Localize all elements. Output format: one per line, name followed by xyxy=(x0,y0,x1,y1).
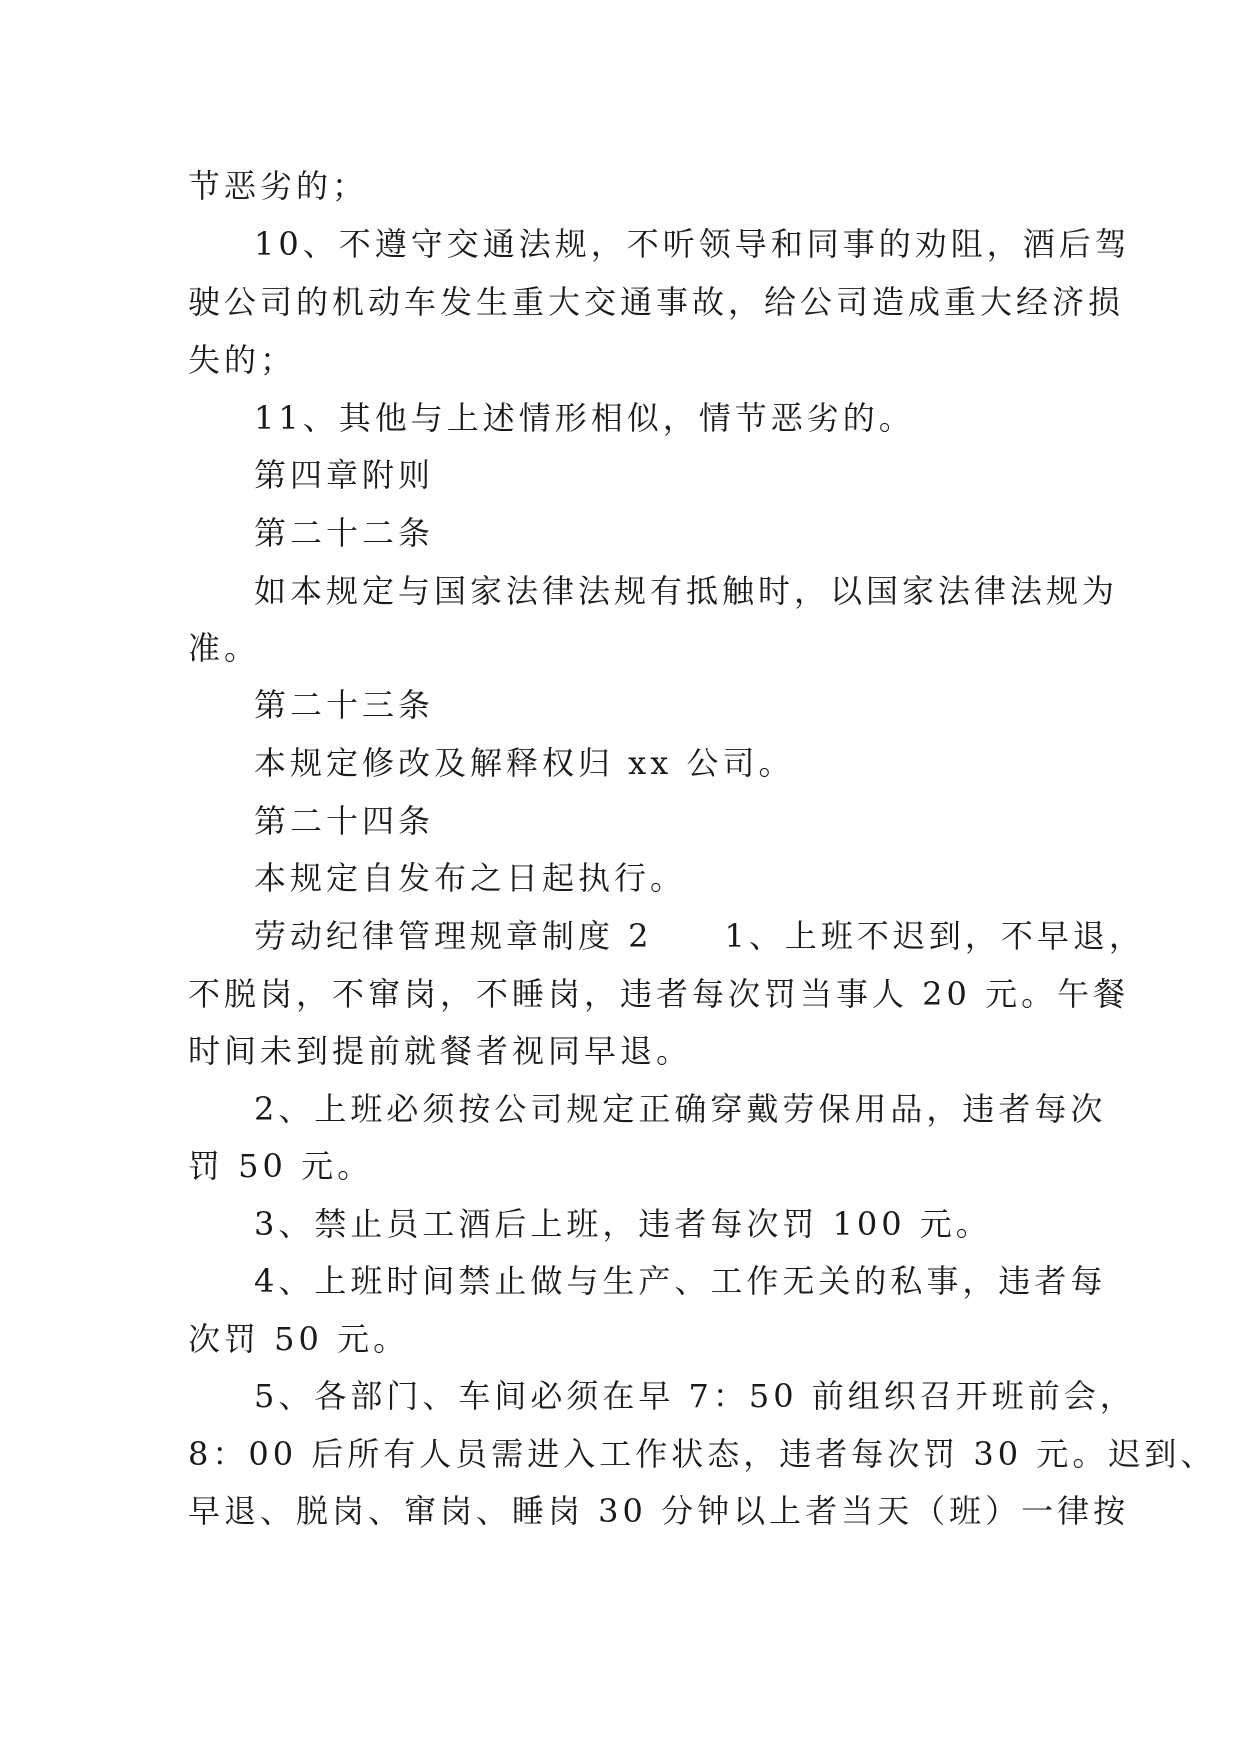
text-line-8: 如本规定与国家法律法规有抵触时，以国家法律法规为 xyxy=(254,572,1119,610)
text-line-20: 4、上班时间禁止做与生产、工作无关的私事，违者每 xyxy=(254,1262,1107,1300)
text-line-18: 罚 50 元。 xyxy=(188,1147,374,1185)
text-line-16: 时间未到提前就餐者视同早退。 xyxy=(188,1032,693,1070)
text-line-5: 11、其他与上述情形相似，情节恶劣的。 xyxy=(254,399,915,437)
text-line-9: 准。 xyxy=(188,629,261,667)
chapter-heading: 第四章附则 xyxy=(254,456,435,494)
text-line-24: 早退、脱岗、窜岗、睡岗 30 分钟以上者当天（班）一律按 xyxy=(188,1492,1130,1530)
text-line-1: 节恶劣的； xyxy=(188,167,369,205)
article-heading-22: 第二十二条 xyxy=(254,514,435,552)
text-line-4: 失的； xyxy=(188,341,297,379)
text-line-11: 本规定修改及解释权归 xx 公司。 xyxy=(254,744,795,782)
article-heading-23: 第二十三条 xyxy=(254,686,435,724)
text-line-15: 不脱岗，不窜岗，不睡岗，违者每次罚当事人 20 元。午餐 xyxy=(188,975,1130,1013)
text-line-22: 5、各部门、车间必须在早 7：50 前组织召开班前会， xyxy=(254,1377,1136,1415)
text-line-2: 10、不遵守交通法规，不听领导和同事的劝阻，酒后驾 xyxy=(254,225,1131,263)
text-line-17: 2、上班必须按公司规定正确穿戴劳保用品，违者每次 xyxy=(254,1090,1107,1128)
text-line-14: 劳动纪律管理规章制度 2 1、上班不迟到，不早退， xyxy=(254,917,1145,955)
text-line-23: 8：00 后所有人员需进入工作状态，违者每次罚 30 元。迟到、 xyxy=(188,1435,1217,1473)
article-heading-24: 第二十四条 xyxy=(254,802,435,840)
text-line-19: 3、禁止员工酒后上班，违者每次罚 100 元。 xyxy=(254,1205,992,1243)
text-line-3: 驶公司的机动车发生重大交通事故，给公司造成重大经济损 xyxy=(188,283,1125,321)
text-line-21: 次罚 50 元。 xyxy=(188,1320,410,1358)
text-line-13: 本规定自发布之日起执行。 xyxy=(254,859,687,897)
